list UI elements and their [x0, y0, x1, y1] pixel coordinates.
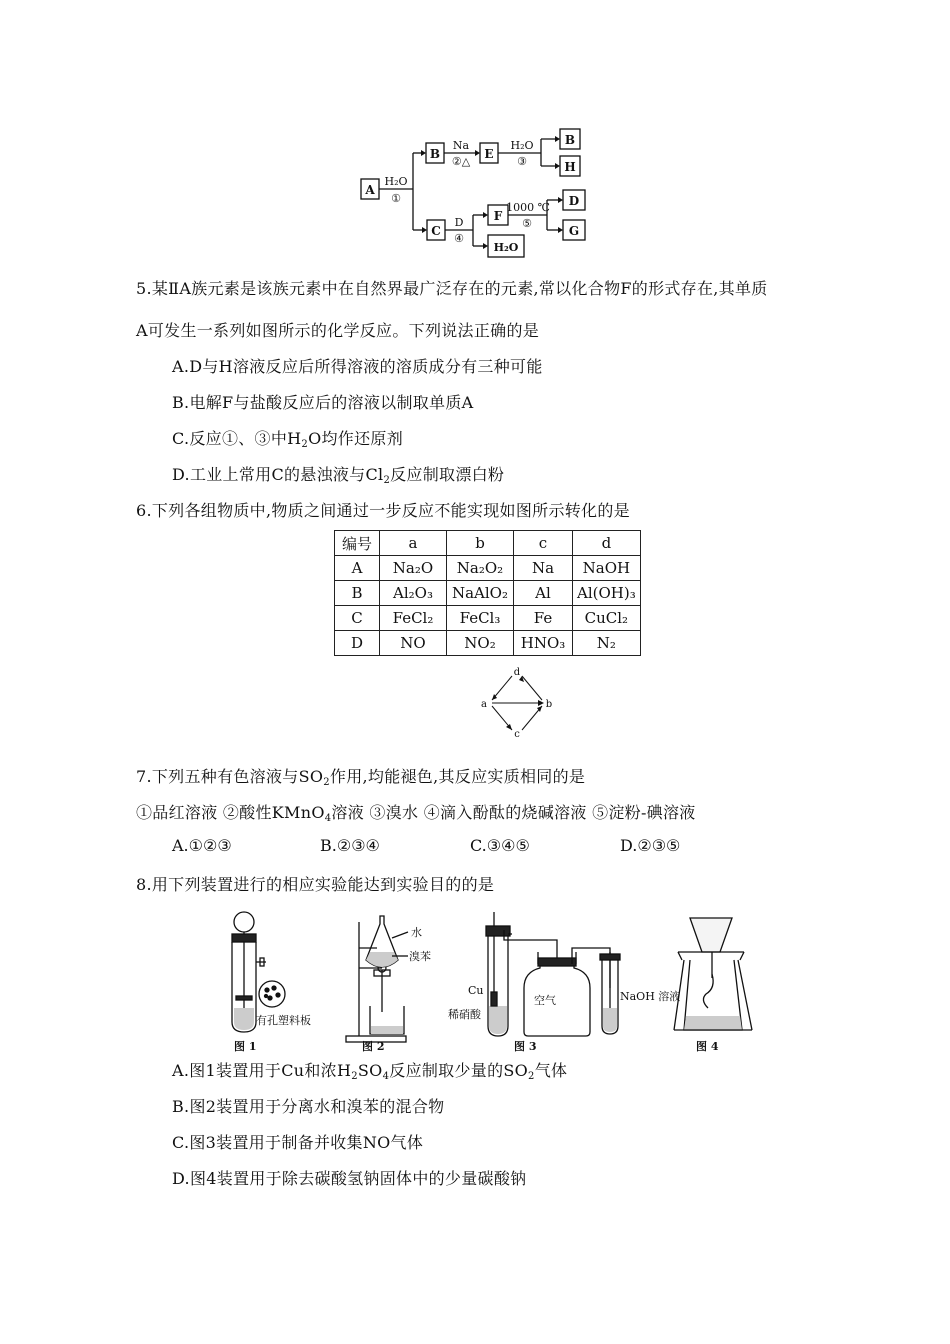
- node-A: A: [365, 183, 375, 197]
- fig2-caption: 图 2: [362, 1040, 385, 1052]
- table-cell: NaAlO₂: [447, 581, 514, 606]
- q8-option-d: D.图4装置用于除去碳酸氢钠固体中的少量碳酸钠: [172, 1169, 527, 1188]
- cycle-node-d: d: [513, 667, 521, 678]
- table-cell: HNO₃: [514, 631, 573, 656]
- fig3-label-naoh-solution: NaOH 溶液: [620, 990, 681, 1003]
- table-cell: Al: [514, 581, 573, 606]
- table-header-cell: d: [573, 531, 641, 556]
- table-cell: C: [335, 606, 380, 631]
- edge2-top-label: Na: [452, 139, 470, 152]
- q8-option-a: A.图1装置用于Cu和浓$H_2SO_4$反应制取少量的$SO_2$气体: [172, 1061, 568, 1082]
- table-cell: B: [335, 581, 380, 606]
- q8-apparatus-figures: [212, 908, 778, 1052]
- fig2-label-bromobenzene: 溴苯: [409, 950, 431, 963]
- edge1-top-label: H₂O: [384, 175, 408, 188]
- table-cell: CuCl₂: [573, 606, 641, 631]
- table-cell: FeCl₂: [380, 606, 447, 631]
- q7-items: ①品红溶液 ②酸性KMnO$_4$溶液 ③溴水 ④滴入酚酞的烧碱溶液 ⑤淀粉-碘溶液: [136, 803, 696, 824]
- figure-3-apparatus: [486, 912, 620, 1036]
- table-row: [335, 581, 641, 606]
- table-cell: NO₂: [447, 631, 514, 656]
- table-header-cell: c: [514, 531, 573, 556]
- fig2-label-water: 水: [411, 926, 422, 939]
- q7-stem: 7.下列五种有色溶液与$SO_2$作用,均能褪色,其反应实质相同的是: [136, 767, 586, 788]
- table-cell: Na: [514, 556, 573, 581]
- edge1-bottom-label: ①: [391, 192, 401, 205]
- table-cell: Al₂O₃: [380, 581, 447, 606]
- q7-option-a: A.①②③: [172, 836, 232, 855]
- edge5-bottom-label: ⑤: [522, 217, 532, 230]
- node-C: C: [431, 224, 441, 238]
- table-header-cell: b: [447, 531, 514, 556]
- node-G: G: [568, 224, 580, 238]
- node-H: H: [564, 160, 576, 174]
- edge5-top-label: 1000 ℃: [506, 201, 550, 214]
- fig3-label-cu: Cu: [468, 984, 484, 997]
- table-cell: NaOH: [573, 556, 641, 581]
- node-F: F: [493, 209, 503, 223]
- table-header-cell: a: [380, 531, 447, 556]
- node-H2O: H₂O: [493, 241, 519, 254]
- table-cell: NO: [380, 631, 447, 656]
- q6-stem: 6.下列各组物质中,物质之间通过一步反应不能实现如图所示转化的是: [136, 501, 630, 520]
- q5-stem-line2: A可发生一系列如图所示的化学反应。下列说法正确的是: [136, 321, 540, 340]
- table-cell: Fe: [514, 606, 573, 631]
- q5-stem-line1: 5.某ⅡA族元素是该族元素中在自然界最广泛存在的元素,常以化合物F的形式存在,其单质: [136, 279, 768, 298]
- fig1-label-plastic-plate: 有孔塑料板: [256, 1014, 311, 1027]
- table-cell: D: [335, 631, 380, 656]
- q5-option-d: D.工业上常用C的悬浊液与$Cl_2$反应制取漂白粉: [172, 465, 505, 486]
- edge4-top-label: D: [454, 216, 464, 229]
- table-cell: FeCl₃: [447, 606, 514, 631]
- reaction-flow-diagram: [355, 122, 605, 262]
- q5-option-a: A.D与H溶液反应后所得溶液的溶质成分有三种可能: [172, 357, 543, 376]
- node-B1: B: [429, 147, 441, 161]
- table-row: [335, 556, 641, 581]
- cycle-node-c: c: [514, 729, 520, 740]
- fig4-caption: 图 4: [696, 1040, 719, 1052]
- q8-option-c: C.图3装置用于制备并收集NO气体: [172, 1133, 424, 1152]
- node-E: E: [484, 147, 494, 161]
- table-header-row: [335, 531, 641, 556]
- table-cell: Na₂O: [380, 556, 447, 581]
- q5-option-c: C.反应①、③中$H_2O$均作还原剂: [172, 429, 404, 450]
- node-D: D: [568, 194, 580, 208]
- fig1-caption: 图 1: [234, 1040, 257, 1052]
- node-B2: B: [564, 133, 576, 147]
- table-row: [335, 631, 641, 656]
- table-cell: A: [335, 556, 380, 581]
- q7-option-d: D.②③⑤: [620, 836, 681, 855]
- q7-option-b: B.②③④: [320, 836, 380, 855]
- table-cell: N₂: [573, 631, 641, 656]
- cycle-node-b: b: [545, 699, 553, 710]
- edge3-top-label: H₂O: [510, 139, 534, 152]
- figure-4-apparatus: [674, 918, 752, 1030]
- q7-option-c: C.③④⑤: [470, 836, 530, 855]
- cycle-node-a: a: [481, 699, 487, 710]
- q8-stem: 8.用下列装置进行的相应实验能达到实验目的的是: [136, 875, 495, 894]
- q6-table: [334, 530, 641, 656]
- fig3-label-dilute-nitric-acid: 稀硝酸: [448, 1008, 481, 1021]
- table-header-cell: 编号: [335, 531, 380, 556]
- table-cell: Al(OH)₃: [573, 581, 641, 606]
- fig3-label-air: 空气: [534, 994, 556, 1007]
- q6-cycle-diagram: [478, 664, 568, 740]
- fig3-caption: 图 3: [514, 1040, 537, 1052]
- q8-option-b: B.图2装置用于分离水和溴苯的混合物: [172, 1097, 445, 1116]
- edge2-bottom-label: ②△: [451, 155, 471, 168]
- edge3-bottom-label: ③: [517, 155, 527, 168]
- table-row: [335, 606, 641, 631]
- q5-option-b: B.电解F与盐酸反应后的溶液以制取单质A: [172, 393, 474, 412]
- figure-2-apparatus: [346, 916, 408, 1042]
- table-cell: Na₂O₂: [447, 556, 514, 581]
- edge4-bottom-label: ④: [454, 232, 464, 245]
